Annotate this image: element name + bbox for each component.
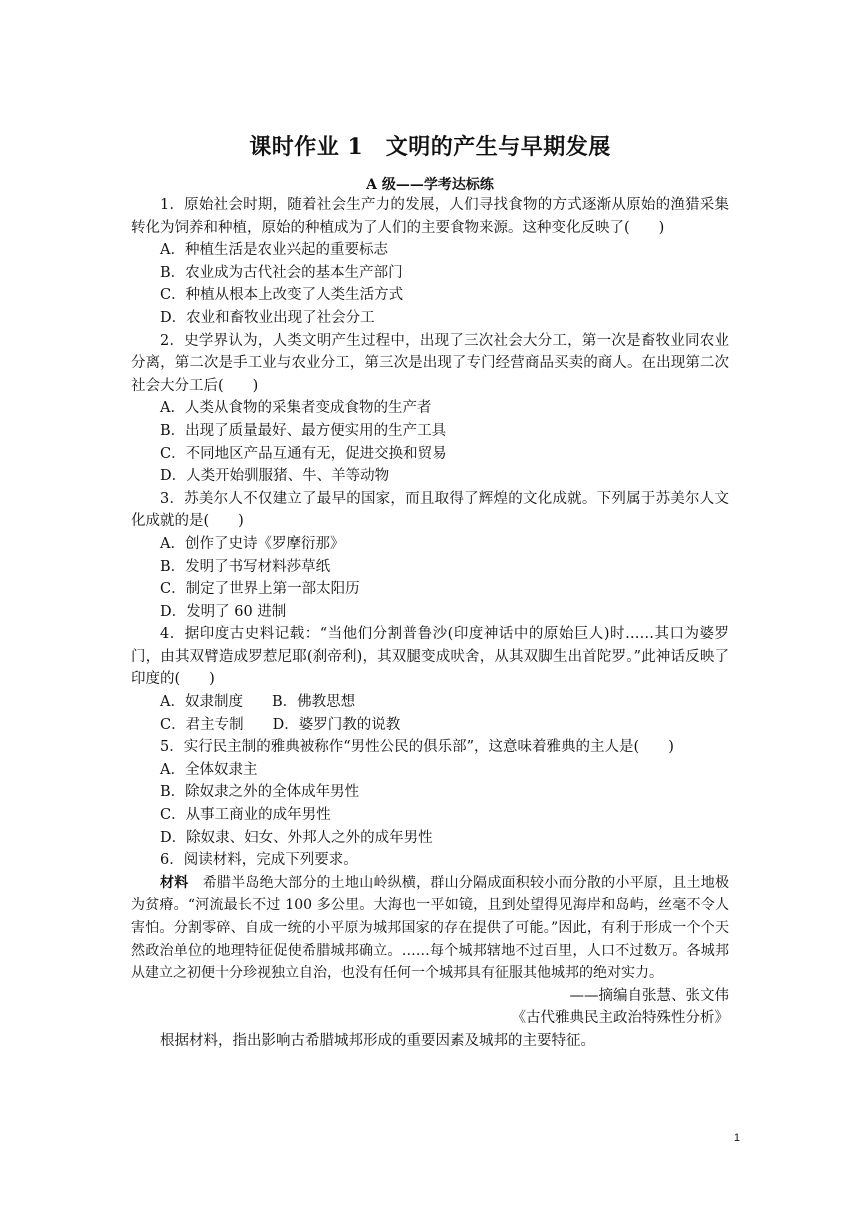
- question-3-option-c: C．制定了世界上第一部太阳历: [160, 581, 360, 598]
- section-subtitle: A 级——学考达标练: [366, 177, 494, 193]
- material-text: 希腊半岛绝大部分的土地山岭纵横，群山分隔成面积较小而分散的小平原，且土地极为贫瘠。“河流最长不过 100 多公里。大海也一平如镜，且到处望得见海岸和岛屿，丝毫不令人害怕。分割零碎、自成一统的小平原为城邦国家的存在提供了可能。”因此，有利于形成一个个天然政治单位的地理特征促使希腊城邦确立。……每个城邦辖地不过百里，人口不过数万。各城邦从建立之初便十分珍视独立自治，也没有任何一个城邦具有征服其他城邦的绝对实力。: [131, 874, 730, 982]
- question-2-stem: 2．史学界认为，人类文明产生过程中，出现了三次社会大分工，第一次是畜牧业同农业分离，第二次是手工业与农业分工，第三次是出现了专门经营商品买卖的商人。在出现第二次社会大分工后( ): [131, 332, 729, 394]
- material-source-title: 《古代雅典民主政治特殊性分析》: [511, 1010, 729, 1027]
- question-3-option-a: A．创作了史诗《罗摩衍那》: [160, 535, 345, 552]
- question-2-option-a: A．人类从食物的采集者变成食物的生产者: [160, 400, 432, 417]
- question-4-stem: 4．据印度古史料记载：“当他们分割普鲁沙(印度神话中的原始巨人)时……其口为婆罗门，由其双臂造成罗惹尼耶(刹帝利)，其双腿变成吠舍，从其双脚生出首陀罗。”此神话反映了印度的( ): [131, 626, 729, 688]
- question-6-stem: 6．阅读材料，完成下列要求。: [160, 852, 358, 869]
- question-5-option-b: B．除奴隶之外的全体成年男性: [160, 784, 360, 801]
- question-list: [131, 194, 729, 1053]
- question-6-material: [131, 872, 729, 985]
- question-1-option-b: B．农业成为古代社会的基本生产部门: [160, 264, 403, 281]
- page-title: 课时作业 1 文明的产生与早期发展: [249, 134, 611, 160]
- question-2-option-c: C．不同地区产品互通有无，促进交换和贸易: [160, 445, 447, 462]
- material-label: 材料: [160, 874, 189, 891]
- material-source-authors: ——摘编自张慧、张文伟: [569, 987, 729, 1004]
- question-2-option-b: B．出现了质量最好、最方便实用的生产工具: [160, 422, 447, 439]
- question-3-stem: 3．苏美尔人不仅建立了最早的国家，而且取得了辉煌的文化成就。下列属于苏美尔人文化成就的是( ): [131, 490, 729, 530]
- question-3-option-d: D．发明了 60 进制: [160, 603, 287, 620]
- question-1-stem: 1．原始社会时期，随着社会生产力的发展，人们寻找食物的方式逐渐从原始的渔猎采集转化为饲养和种植，原始的种植成为了人们的主要食物来源。这种变化反映了( ): [131, 197, 729, 236]
- question-1-option-c: C．种植从根本上改变了人类生活方式: [160, 287, 404, 304]
- question-5-option-d: D．除奴隶、妇女、外邦人之外的成年男性: [160, 829, 433, 846]
- question-4-options-row-1: A．奴隶制度 B．佛教思想: [160, 694, 356, 711]
- question-5-stem: 5．实行民主制的雅典被称作“男性公民的俱乐部”，这意味着雅典的主人是( ): [160, 739, 674, 756]
- question-2-option-d: D．人类开始驯服猪、牛、羊等动物: [160, 468, 390, 485]
- question-6-requirement: 根据材料，指出影响古希腊城邦形成的重要因素及城邦的主要特征。: [160, 1032, 595, 1049]
- question-3-option-b: B．发明了书写材料莎草纸: [160, 558, 331, 575]
- page-number: 1: [733, 1132, 740, 1144]
- question-5-option-c: C．从事工商业的成年男性: [160, 807, 331, 824]
- question-5-option-a: A．全体奴隶主: [160, 761, 258, 778]
- question-1-option-a: A．种植生活是农业兴起的重要标志: [160, 242, 388, 259]
- question-4-options-row-2: C．君主专制 D．婆罗门教的说教: [160, 716, 401, 733]
- question-1-option-d: D．农业和畜牧业出现了社会分工: [160, 309, 375, 326]
